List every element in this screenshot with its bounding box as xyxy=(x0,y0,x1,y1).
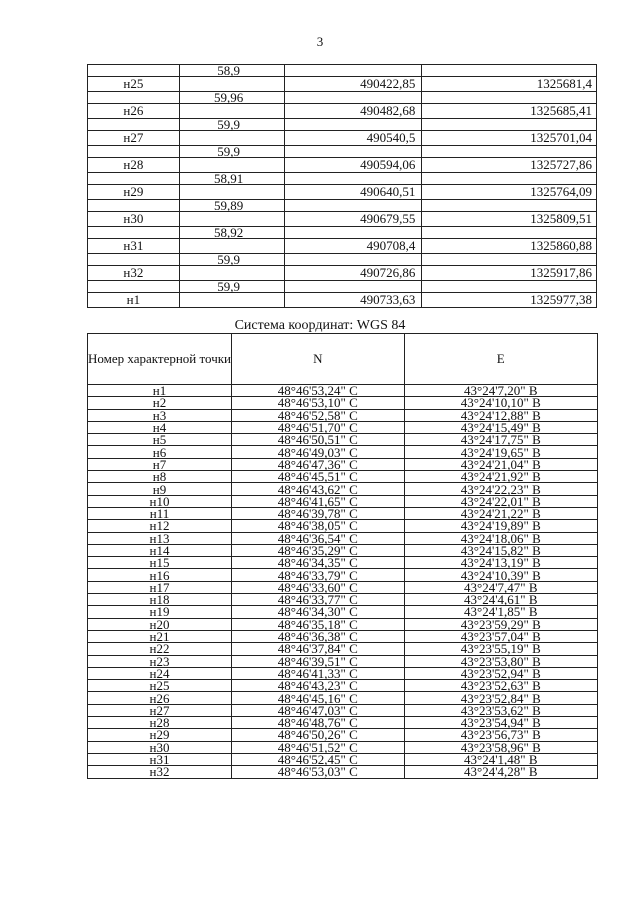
header-n: N xyxy=(232,334,405,385)
point-number-cell: н16 xyxy=(88,569,232,581)
distance-cell: 59,89 xyxy=(179,200,284,212)
point-name-cell: н27 xyxy=(88,131,180,146)
longitude-cell: 43°23'53,80" В xyxy=(404,655,597,667)
n-coordinate-cell: 490594,06 xyxy=(284,158,422,173)
latitude-cell: 48°46'53,10" С xyxy=(232,397,405,409)
point-name-cell: н29 xyxy=(88,185,180,200)
table-row xyxy=(88,104,597,119)
latitude-cell: 48°46'36,38" С xyxy=(232,630,405,642)
latitude-cell: 48°46'45,51" С xyxy=(232,471,405,483)
n-coordinate-cell: 490708,4 xyxy=(284,239,422,254)
longitude-cell: 43°24'19,65" В xyxy=(404,446,597,458)
longitude-cell: 43°24'22,01" В xyxy=(404,495,597,507)
latitude-cell: 48°46'51,70" С xyxy=(232,421,405,433)
n-coordinate-cell: 490733,63 xyxy=(284,293,422,308)
point-number-cell: н21 xyxy=(88,630,232,642)
empty-cell xyxy=(284,254,422,266)
distance-cell: 59,9 xyxy=(179,281,284,293)
longitude-cell: 43°24'13,19" В xyxy=(404,557,597,569)
point-number-cell: н10 xyxy=(88,495,232,507)
point-number-cell: н14 xyxy=(88,544,232,556)
empty-cell xyxy=(422,146,597,158)
longitude-cell: 43°24'21,22" В xyxy=(404,507,597,519)
point-number-cell: н31 xyxy=(88,753,232,765)
longitude-cell: 43°24'4,61" В xyxy=(404,594,597,606)
point-number-cell: н17 xyxy=(88,581,232,593)
distance-row xyxy=(88,65,597,77)
latitude-cell: 48°46'45,16" С xyxy=(232,692,405,704)
point-number-cell: н2 xyxy=(88,397,232,409)
point-number-cell: н3 xyxy=(88,409,232,421)
e-coordinate-cell: 1325860,88 xyxy=(422,239,597,254)
e-coordinate-cell: 1325727,86 xyxy=(422,158,597,173)
point-number-cell: н19 xyxy=(88,606,232,618)
point-name-cell: н26 xyxy=(88,104,180,119)
point-number-cell: н23 xyxy=(88,655,232,667)
longitude-cell: 43°24'7,47" В xyxy=(404,581,597,593)
e-coordinate-cell: 1325764,09 xyxy=(422,185,597,200)
distance-row xyxy=(88,92,597,104)
point-number-cell: н29 xyxy=(88,729,232,741)
latitude-cell: 48°46'35,29" С xyxy=(232,544,405,556)
coordinates-table-msk xyxy=(87,64,597,308)
empty-cell xyxy=(284,119,422,131)
header-point-number: Номер характерной точки xyxy=(88,334,232,385)
longitude-cell: 43°24'21,04" В xyxy=(404,458,597,470)
longitude-cell: 43°23'53,62" В xyxy=(404,704,597,716)
empty-cell xyxy=(88,254,180,266)
latitude-cell: 48°46'50,51" С xyxy=(232,434,405,446)
empty-cell xyxy=(88,281,180,293)
header-e: E xyxy=(404,334,597,385)
latitude-cell: 48°46'33,77" С xyxy=(232,594,405,606)
latitude-cell: 48°46'36,54" С xyxy=(232,532,405,544)
latitude-cell: 48°46'41,33" С xyxy=(232,667,405,679)
empty-cell xyxy=(422,200,597,212)
point-number-cell: н11 xyxy=(88,507,232,519)
distance-row xyxy=(88,227,597,239)
point-name-cell: н1 xyxy=(88,293,180,308)
latitude-cell: 48°46'47,36" С xyxy=(232,458,405,470)
latitude-cell: 48°46'52,58" С xyxy=(232,409,405,421)
latitude-cell: 48°46'39,51" С xyxy=(232,655,405,667)
longitude-cell: 43°24'18,06" В xyxy=(404,532,597,544)
point-number-cell: н28 xyxy=(88,717,232,729)
latitude-cell: 48°46'33,79" С xyxy=(232,569,405,581)
latitude-cell: 48°46'34,35" С xyxy=(232,557,405,569)
latitude-cell: 48°46'38,05" С xyxy=(232,520,405,532)
point-name-cell: н32 xyxy=(88,266,180,281)
distance-cell: 59,9 xyxy=(179,119,284,131)
empty-cell xyxy=(422,92,597,104)
latitude-cell: 48°46'47,03" С xyxy=(232,704,405,716)
longitude-cell: 43°24'7,20" В xyxy=(404,385,597,397)
point-number-cell: н18 xyxy=(88,594,232,606)
empty-cell xyxy=(284,146,422,158)
point-name-cell: н30 xyxy=(88,212,180,227)
distance-row xyxy=(88,281,597,293)
point-number-cell: н12 xyxy=(88,520,232,532)
empty-cell xyxy=(88,92,180,104)
empty-cell xyxy=(88,119,180,131)
table-row xyxy=(88,766,598,778)
point-number-cell: н1 xyxy=(88,385,232,397)
distance-cell: 58,9 xyxy=(179,65,284,77)
latitude-cell: 48°46'52,45" С xyxy=(232,753,405,765)
longitude-cell: 43°24'1,85" В xyxy=(404,606,597,618)
longitude-cell: 43°24'12,88" В xyxy=(404,409,597,421)
empty-cell xyxy=(88,65,180,77)
e-coordinate-cell: 1325809,51 xyxy=(422,212,597,227)
point-number-cell: н6 xyxy=(88,446,232,458)
n-coordinate-cell: 490726,86 xyxy=(284,266,422,281)
n-coordinate-cell: 490679,55 xyxy=(284,212,422,227)
n-coordinate-cell: 490640,51 xyxy=(284,185,422,200)
empty-cell xyxy=(422,281,597,293)
latitude-cell: 48°46'34,30" С xyxy=(232,606,405,618)
empty-cell xyxy=(179,293,284,308)
point-number-cell: н22 xyxy=(88,643,232,655)
table-row xyxy=(88,239,597,254)
latitude-cell: 48°46'51,52" С xyxy=(232,741,405,753)
distance-cell: 59,9 xyxy=(179,254,284,266)
table-row xyxy=(88,131,597,146)
coordinates-table-wgs84 xyxy=(87,333,598,779)
e-coordinate-cell: 1325685,41 xyxy=(422,104,597,119)
empty-cell xyxy=(88,227,180,239)
longitude-cell: 43°24'10,39" В xyxy=(404,569,597,581)
longitude-cell: 43°24'21,92" В xyxy=(404,471,597,483)
point-name-cell: н28 xyxy=(88,158,180,173)
latitude-cell: 48°46'39,78" С xyxy=(232,507,405,519)
table-row xyxy=(88,185,597,200)
point-number-cell: н4 xyxy=(88,421,232,433)
empty-cell xyxy=(422,254,597,266)
longitude-cell: 43°23'52,94" В xyxy=(404,667,597,679)
e-coordinate-cell: 1325701,04 xyxy=(422,131,597,146)
table-row xyxy=(88,77,597,92)
longitude-cell: 43°23'57,04" В xyxy=(404,630,597,642)
n-coordinate-cell: 490482,68 xyxy=(284,104,422,119)
point-number-cell: н27 xyxy=(88,704,232,716)
empty-cell xyxy=(422,119,597,131)
point-number-cell: н8 xyxy=(88,471,232,483)
latitude-cell: 48°46'48,76" С xyxy=(232,717,405,729)
point-number-cell: н24 xyxy=(88,667,232,679)
longitude-cell: 43°24'15,82" В xyxy=(404,544,597,556)
point-number-cell: н26 xyxy=(88,692,232,704)
latitude-cell: 48°46'53,03" С xyxy=(232,766,405,778)
distance-row xyxy=(88,200,597,212)
latitude-cell: 48°46'43,23" С xyxy=(232,680,405,692)
longitude-cell: 43°24'10,10" В xyxy=(404,397,597,409)
empty-cell xyxy=(422,65,597,77)
empty-cell xyxy=(88,146,180,158)
longitude-cell: 43°23'59,29" В xyxy=(404,618,597,630)
table-row xyxy=(88,158,597,173)
longitude-cell: 43°24'1,48" В xyxy=(404,753,597,765)
distance-cell: 59,9 xyxy=(179,146,284,158)
table-row xyxy=(88,212,597,227)
distance-row xyxy=(88,254,597,266)
distance-cell: 58,92 xyxy=(179,227,284,239)
longitude-cell: 43°24'15,49" В xyxy=(404,421,597,433)
empty-cell xyxy=(88,200,180,212)
distance-row xyxy=(88,173,597,185)
point-number-cell: н30 xyxy=(88,741,232,753)
longitude-cell: 43°23'52,84" В xyxy=(404,692,597,704)
empty-cell xyxy=(284,65,422,77)
latitude-cell: 48°46'43,62" С xyxy=(232,483,405,495)
longitude-cell: 43°23'52,63" В xyxy=(404,680,597,692)
longitude-cell: 43°23'58,96" В xyxy=(404,741,597,753)
empty-cell xyxy=(284,200,422,212)
latitude-cell: 48°46'49,03" С xyxy=(232,446,405,458)
e-coordinate-cell: 1325977,38 xyxy=(422,293,597,308)
table-header-row xyxy=(88,334,598,385)
longitude-cell: 43°24'4,28" В xyxy=(404,766,597,778)
table-row xyxy=(88,266,597,281)
distance-cell: 58,91 xyxy=(179,173,284,185)
e-coordinate-cell: 1325681,4 xyxy=(422,77,597,92)
point-name-cell: н31 xyxy=(88,239,180,254)
latitude-cell: 48°46'50,26" С xyxy=(232,729,405,741)
point-number-cell: н20 xyxy=(88,618,232,630)
point-number-cell: н7 xyxy=(88,458,232,470)
point-number-cell: н5 xyxy=(88,434,232,446)
point-number-cell: н9 xyxy=(88,483,232,495)
longitude-cell: 43°23'55,19" В xyxy=(404,643,597,655)
point-number-cell: н15 xyxy=(88,557,232,569)
empty-cell xyxy=(422,227,597,239)
empty-cell xyxy=(284,173,422,185)
longitude-cell: 43°24'17,75" В xyxy=(404,434,597,446)
coordinate-system-caption: Система координат: WGS 84 xyxy=(234,318,406,333)
longitude-cell: 43°23'56,73" В xyxy=(404,729,597,741)
empty-cell xyxy=(284,227,422,239)
page-number: 3 xyxy=(316,34,324,49)
distance-row xyxy=(88,146,597,158)
point-number-cell: н25 xyxy=(88,680,232,692)
n-coordinate-cell: 490540,5 xyxy=(284,131,422,146)
longitude-cell: 43°24'22,23" В xyxy=(404,483,597,495)
longitude-cell: 43°24'19,89" В xyxy=(404,520,597,532)
latitude-cell: 48°46'41,65" С xyxy=(232,495,405,507)
latitude-cell: 48°46'33,60" С xyxy=(232,581,405,593)
distance-cell: 59,96 xyxy=(179,92,284,104)
point-number-cell: н13 xyxy=(88,532,232,544)
e-coordinate-cell: 1325917,86 xyxy=(422,266,597,281)
empty-cell xyxy=(284,92,422,104)
empty-cell xyxy=(88,173,180,185)
n-coordinate-cell: 490422,85 xyxy=(284,77,422,92)
empty-cell xyxy=(422,173,597,185)
distance-row xyxy=(88,119,597,131)
latitude-cell: 48°46'37,84" С xyxy=(232,643,405,655)
latitude-cell: 48°46'53,24" С xyxy=(232,385,405,397)
empty-cell xyxy=(284,281,422,293)
point-number-cell: н32 xyxy=(88,766,232,778)
point-name-cell: н25 xyxy=(88,77,180,92)
longitude-cell: 43°23'54,94" В xyxy=(404,717,597,729)
table-row xyxy=(88,293,597,308)
latitude-cell: 48°46'35,18" С xyxy=(232,618,405,630)
